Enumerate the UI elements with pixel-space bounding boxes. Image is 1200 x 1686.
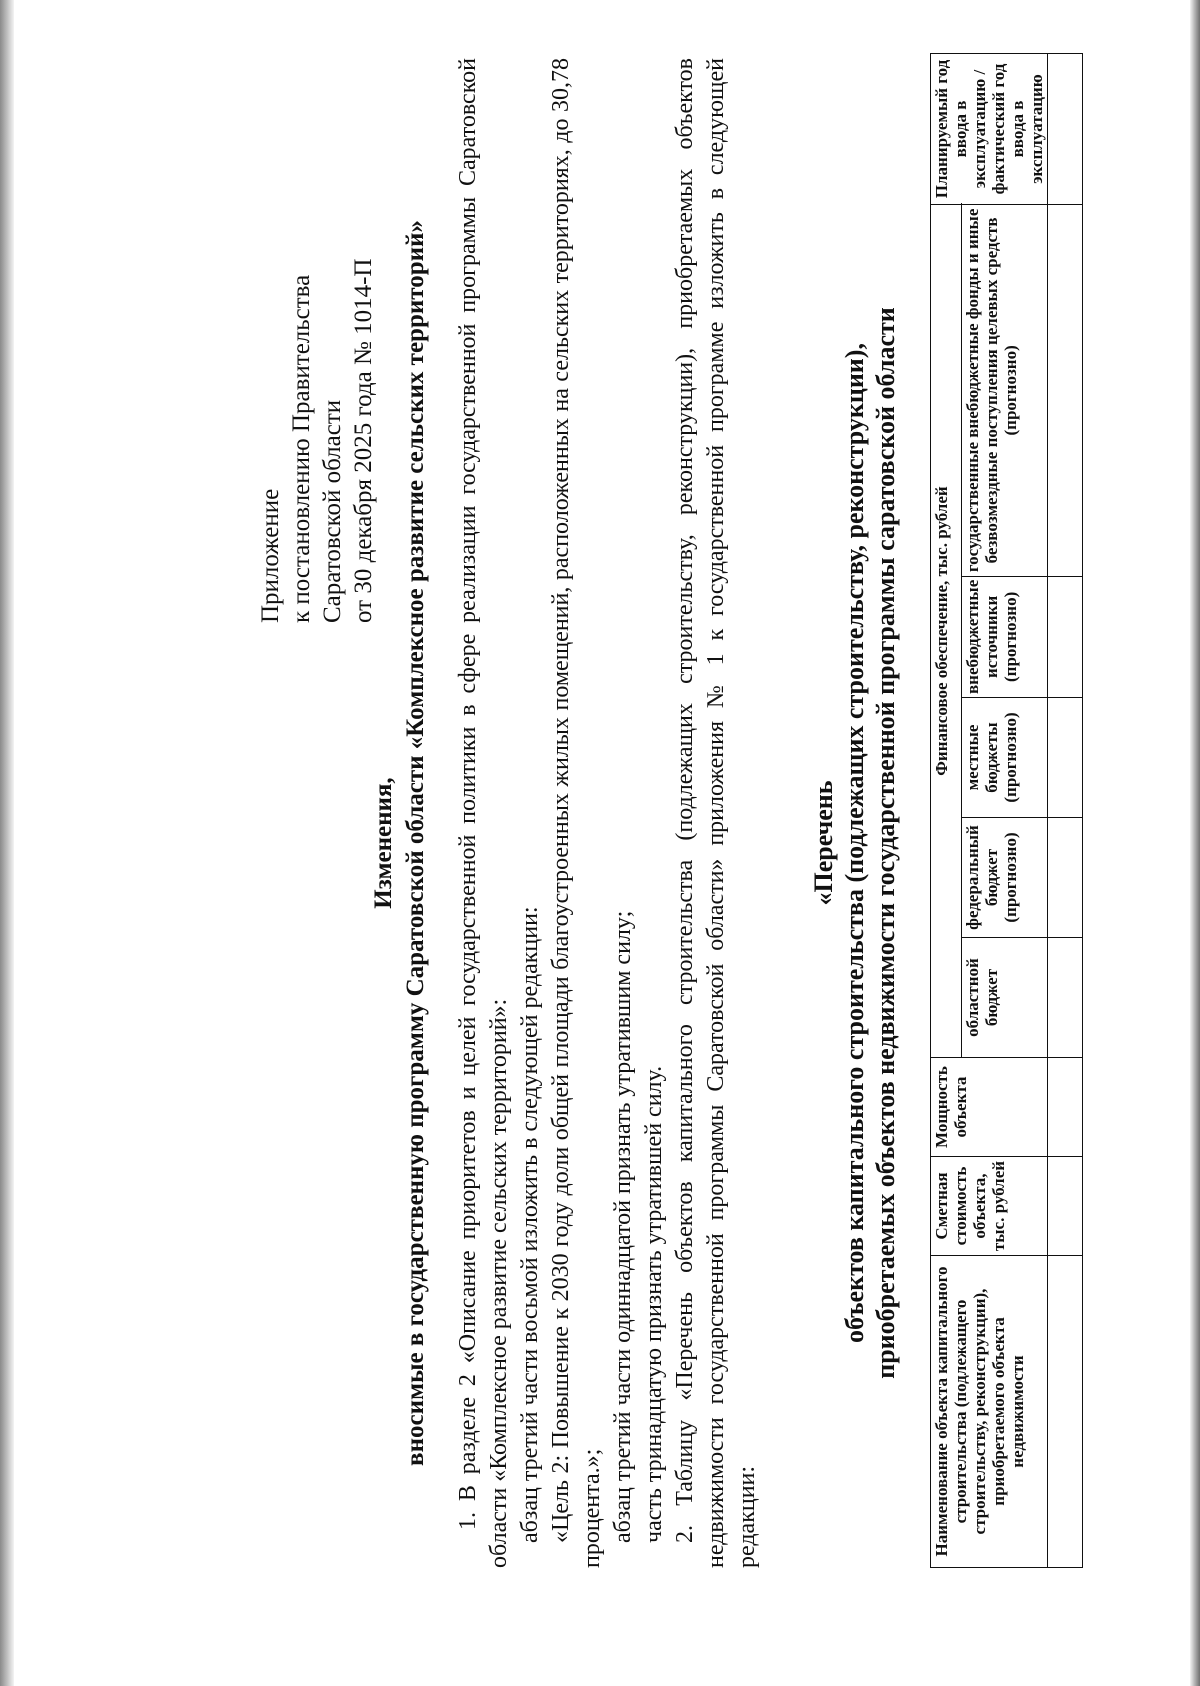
title-line-2: вносимые в государственную программу Саратовской области «Комплексное развитие сельских территорий»	[402, 220, 429, 1466]
scan-edge-left	[0, 0, 14, 1686]
document-body	[453, 58, 763, 1568]
document-page	[35, 23, 1165, 1663]
approval-line-4: от 30 декабря 2025 года № 1014-П	[350, 258, 377, 623]
table-cell	[1048, 54, 1083, 205]
header-federal-budget: федеральный бюджет (прогнозно)	[962, 818, 1048, 938]
approval-block	[255, 63, 379, 623]
table-cell	[1048, 205, 1083, 577]
list-title	[808, 23, 901, 1663]
scan-edge-right	[1190, 0, 1200, 1686]
approval-line-1: Приложение	[257, 488, 284, 623]
table-row	[1048, 54, 1083, 1568]
table-cell	[1048, 1256, 1083, 1568]
table-cell	[1048, 818, 1083, 938]
header-financing: Финансовое обеспечение, тыс. рублей	[931, 205, 962, 1058]
approval-line-2: к постановлению Правительства	[288, 274, 315, 623]
header-commission-year: Планируемый год ввода в эксплуатацию / фактический год ввода в эксплуатацию	[931, 54, 1048, 205]
header-object-name: Наименование объекта капитального строительства (подлежащего строительству, реконструкции), приобретаемого объекта недвижимости	[931, 1256, 1048, 1568]
paragraph-6: 2. Таблицу «Перечень объектов капитального строительства (подлежащих строительству, реконструкции), приобретаемых объектов недвижимости государственной программы Саратовской области» приложения № 1 к государственной программе изложить в следующей редакции:	[672, 58, 760, 1568]
objects-table	[930, 53, 1083, 1568]
title-line-1: Изменения,	[370, 777, 397, 909]
paragraph-2: абзац третий части восьмой изложить в следующей редакции:	[517, 906, 543, 1543]
paragraph-1: 1. В разделе 2 «Описание приоритетов и целей государственной политики в сфере реализации государственной программы Саратовской области «Комплексное развитие сельских территорий»:	[455, 58, 512, 1568]
list-title-line-2: объектов капитального строительства (подлежащих строительству, реконструкции),	[840, 343, 869, 1343]
header-off-budget-sources: внебюджетные источники (прогнозно)	[962, 576, 1048, 697]
table-cell	[1048, 1058, 1083, 1157]
list-title-line-3: приобретаемых объектов недвижимости государственной программы саратовской области	[871, 307, 900, 1379]
header-regional-budget: областной бюджет	[962, 938, 1048, 1058]
table-cell	[1048, 1157, 1083, 1256]
header-state-funds: государственные внебюджетные фонды и иные безвозмездные поступления целевых средств (прогнозно)	[962, 205, 1048, 577]
paragraph-5: часть тринадцатую признать утратившей силу.	[641, 1065, 667, 1543]
table-header-row-1	[931, 54, 962, 1568]
header-local-budgets: местные бюджеты (прогнозно)	[962, 698, 1048, 818]
table-cell	[1048, 576, 1083, 697]
paragraph-3: «Цель 2: Повышение к 2030 году доли общей площади благоустроенных жилых помещений, расположенных на сельских территориях, до 30,78 процента.»;	[548, 58, 605, 1568]
document-title	[368, 23, 432, 1663]
approval-line-3: Саратовской области	[319, 399, 346, 623]
table-cell	[1048, 938, 1083, 1058]
table-cell	[1048, 698, 1083, 818]
header-capacity: Мощность объекта	[931, 1058, 1048, 1157]
paragraph-4: абзац третий части одиннадцатой признать утратившим силу;	[610, 910, 636, 1543]
header-estimated-cost: Сметная стоимость объекта, тыс. рублей	[931, 1157, 1048, 1256]
list-title-line-1: «Перечень	[809, 780, 838, 906]
